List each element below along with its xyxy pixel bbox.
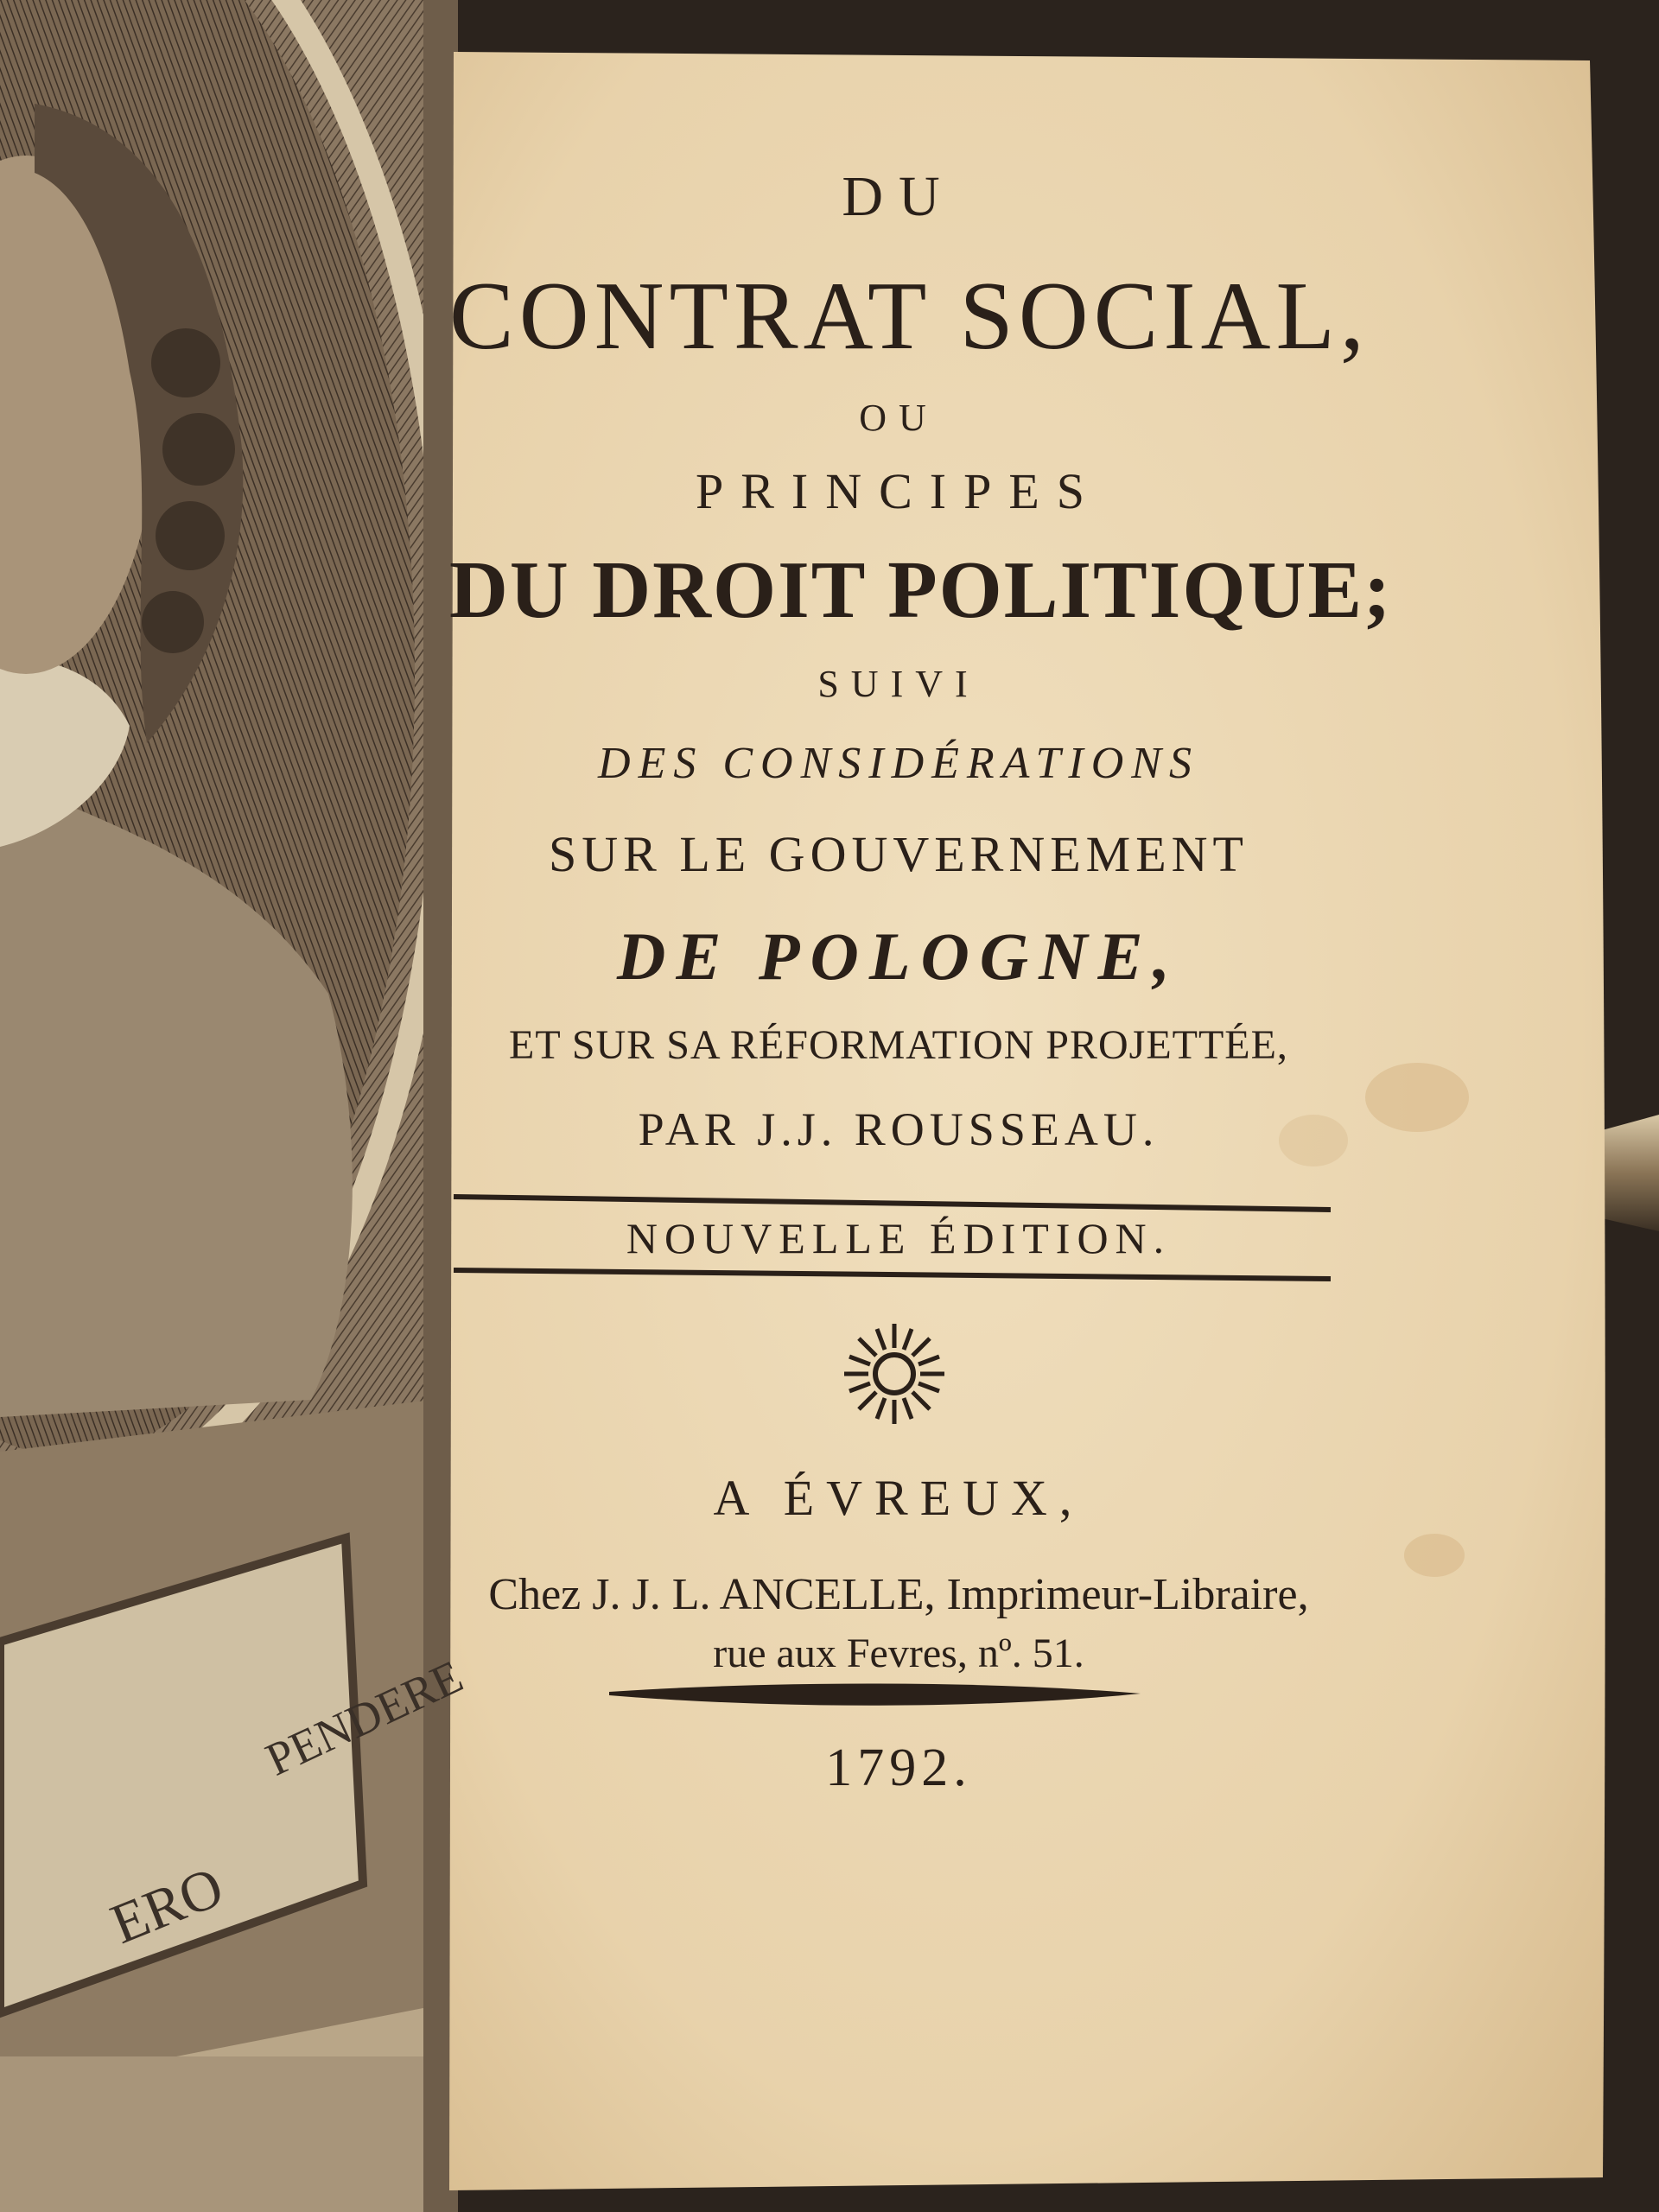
- title-reformation: ET SUR SA RÉFORMATION PROJETTÉE,: [509, 1022, 1288, 1068]
- imprint-place: A ÉVREUX,: [713, 1470, 1084, 1526]
- title-suivi: SUIVI: [817, 663, 980, 705]
- title-droit-politique: DU DROIT POLITIQUE;: [449, 545, 1393, 635]
- title-ou: OU: [859, 397, 938, 439]
- title-du: DU: [842, 165, 956, 228]
- title-considerations: DES CONSIDÉRATIONS: [598, 739, 1199, 788]
- title-author: PAR J.J. ROUSSEAU.: [638, 1103, 1160, 1155]
- title-gouvernement: SUR LE GOUVERNEMENT: [549, 826, 1249, 882]
- title-contrat-social: CONTRAT SOCIAL,: [449, 263, 1370, 370]
- title-pologne: DE POLOGNE,: [617, 918, 1180, 994]
- edition-statement: NOUVELLE ÉDITION.: [626, 1214, 1172, 1262]
- plaque-inscription: PENDERE: [257, 1649, 471, 1786]
- imprint-printer: Chez J. J. L. ANCELLE, Imprimeur-Libraire,: [488, 1570, 1309, 1619]
- imprint-year: 1792.: [825, 1738, 972, 1797]
- plaque-inscription-second: ERO: [102, 1854, 232, 1956]
- imprint-address: rue aux Fevres, nº. 51.: [713, 1630, 1084, 1676]
- title-principes: PRINCIPES: [695, 463, 1103, 519]
